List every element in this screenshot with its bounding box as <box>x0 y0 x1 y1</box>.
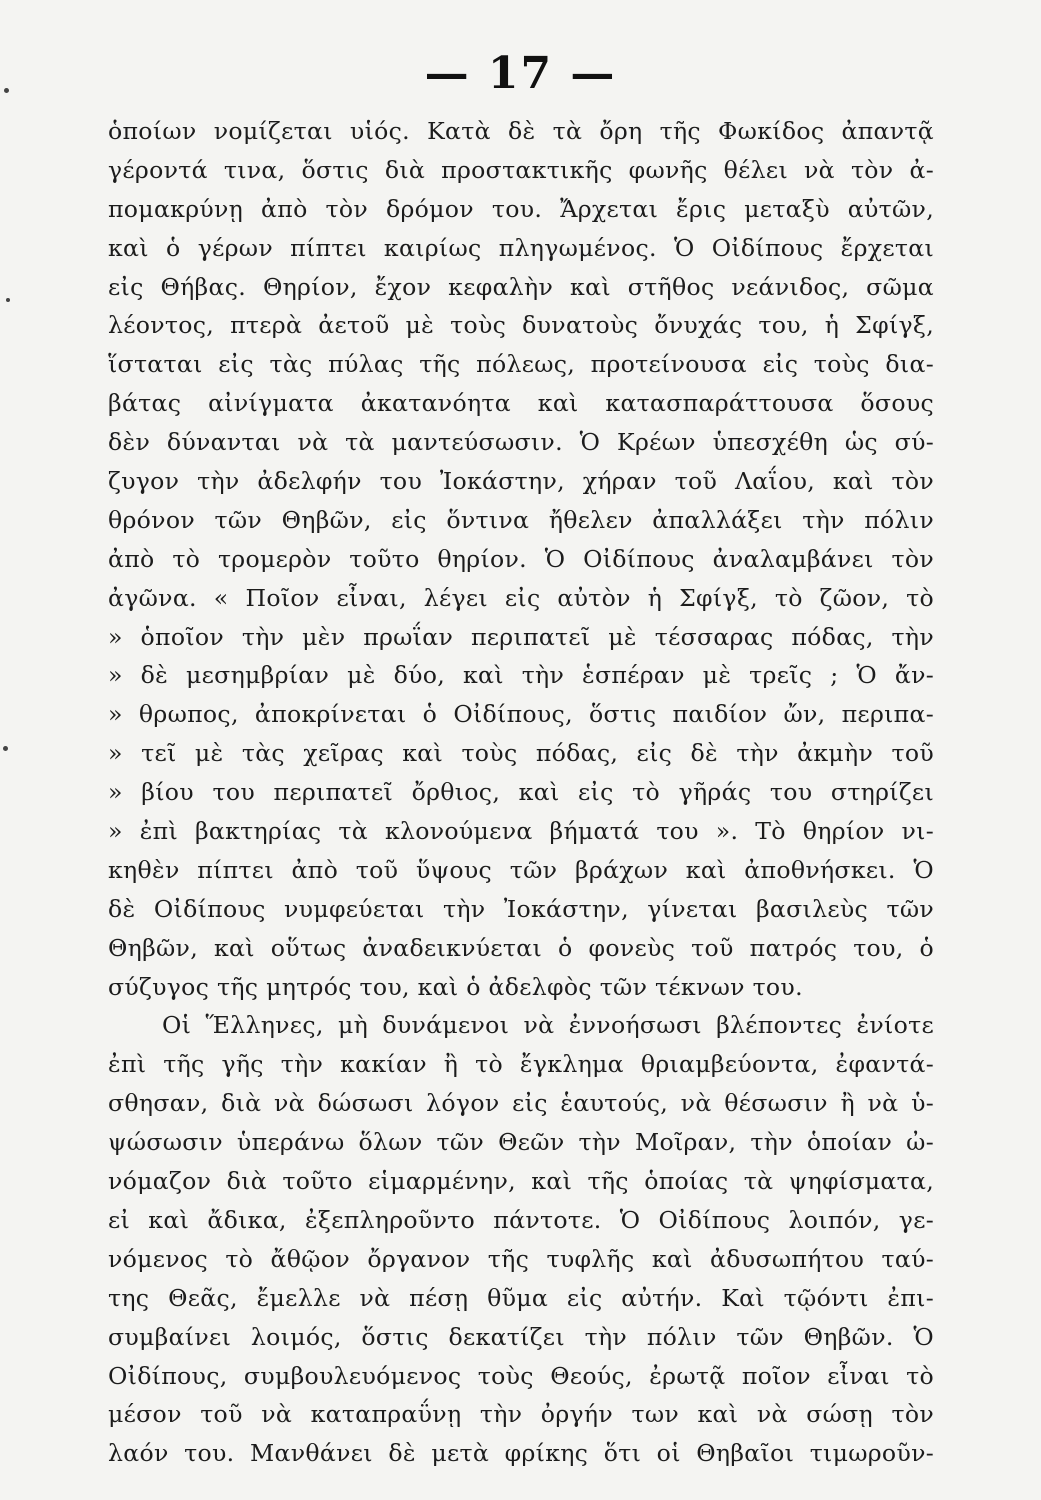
quote-line: » τεῖ μὲ τὰς χεῖρας καὶ τοὺς πόδας, εἰς δὲ τὴν ἀκμὴν τοῦ <box>108 739 934 768</box>
quote-line: » βίου του περιπατεῖ ὄρθιος, καὶ εἰς τὸ γῆράς του στηρίζει <box>108 778 934 807</box>
text-line: γέροντά τινα, ὅστις διὰ προστακτικῆς φωνῆς θέλει νὰ τὸν ἀ- <box>108 155 934 184</box>
text-line: μέσον τοῦ νὰ καταπραΰνῃ τὴν ὀργήν των καὶ νὰ σώσῃ τὸν <box>108 1400 934 1429</box>
page-number: — 17 — <box>424 48 617 99</box>
scan-speck <box>3 746 8 751</box>
text-line: βάτας αἰνίγματα ἀκατανόητα καὶ κατασπαράττουσα ὅσους <box>108 389 934 418</box>
paragraph-2 <box>108 1006 934 1473</box>
text-line: εἰ καὶ ἄδικα, ἐξεπληροῦντο πάντοτε. Ὁ Οἰδίπους λοιπόν, γε- <box>108 1205 934 1234</box>
text-line: ἵσταται εἰς τὰς πύλας τῆς πόλεως, προτείνουσα εἰς τοὺς δια- <box>108 350 934 379</box>
text-line: ἐπὶ τῆς γῆς τὴν κακίαν ἢ τὸ ἔγκλημα θριαμβεύοντα, ἐφαντά- <box>108 1050 934 1079</box>
quote-line: » ὁποῖον τὴν μὲν πρωΐαν περιπατεῖ μὲ τέσσαρας πόδας, τὴν <box>108 622 934 651</box>
text-line: πομακρύνῃ ἀπὸ τὸν δρόμον του. Ἄρχεται ἔρις μεταξὺ αὐτῶν, <box>108 194 934 223</box>
quote-line: » δὲ μεσημβρίαν μὲ δύο, καὶ τὴν ἑσπέραν μὲ τρεῖς ; Ὁ ἄν- <box>108 661 934 690</box>
body-text <box>108 112 934 1473</box>
text-line: λέοντος, πτερὰ ἀετοῦ μὲ τοὺς δυνατοὺς ὄνυχάς του, ἡ Σφίγξ, <box>108 311 934 340</box>
text-line: δὲ Οἰδίπους νυμφεύεται τὴν Ἰοκάστην, γίνεται βασιλεὺς τῶν <box>108 894 934 923</box>
text-line: σύζυγος τῆς μητρός του, καὶ ὁ ἀδελφὸς τῶν τέκνων του. <box>108 972 803 1001</box>
text-line: εἰς Θήβας. Θηρίον, ἔχον κεφαλὴν καὶ στῆθος νεάνιδος, σῶμα <box>108 272 934 301</box>
text-line: συμβαίνει λοιμός, ὅστις δεκατίζει τὴν πόλιν τῶν Θηβῶν. Ὁ <box>108 1322 934 1351</box>
text-line: θρόνον τῶν Θηβῶν, εἰς ὅντινα ἤθελεν ἀπαλλάξει τὴν πόλιν <box>108 505 934 534</box>
quote-line: » θρωπος, ἀποκρίνεται ὁ Οἰδίπους, ὅστις παιδίον ὤν, περιπα- <box>108 700 934 729</box>
text-line: σθησαν, διὰ νὰ δώσωσι λόγον εἰς ἑαυτούς, νὰ θέσωσιν ἢ νὰ ὑ- <box>108 1089 934 1118</box>
text-line: ὁποίων νομίζεται υἱός. Κατὰ δὲ τὰ ὄρη τῆς Φωκίδος ἀπαντᾷ <box>108 117 934 145</box>
quote-line: » ἐπὶ βακτηρίας τὰ κλονούμενα βήματά του ». Τὸ θηρίον νι- <box>108 817 934 846</box>
text-line: καὶ ὁ γέρων πίπτει καιρίως πληγωμένος. Ὁ Οἰδίπους ἔρχεται <box>108 233 934 262</box>
text-line: Οἰδίπους, συμβουλευόμενος τοὺς Θεούς, ἐρωτᾷ ποῖον εἶναι τὸ <box>108 1361 934 1390</box>
text-line: κηθὲν πίπτει ἀπὸ τοῦ ὕψους τῶν βράχων καὶ ἀποθνήσκει. Ὁ <box>108 855 934 884</box>
text-line: ψώσωσιν ὑπεράνω ὅλων τῶν Θεῶν τὴν Μοῖραν, τὴν ὁποίαν ὠ- <box>108 1128 934 1157</box>
text-line: ἀγῶνα. « Ποῖον εἶναι, λέγει εἰς αὐτὸν ἡ Σφίγξ, τὸ ζῶον, τὸ <box>108 583 934 612</box>
text-line: λαόν του. Μανθάνει δὲ μετὰ φρίκης ὅτι οἱ Θηβαῖοι τιμωροῦν- <box>108 1439 934 1468</box>
text-line: Θηβῶν, καὶ οὕτως ἀναδεικνύεται ὁ φονεὺς τοῦ πατρός του, ὁ <box>108 933 934 962</box>
text-line: ἀπὸ τὸ τρομερὸν τοῦτο θηρίον. Ὁ Οἰδίπους ἀναλαμβάνει τὸν <box>108 544 934 573</box>
scan-speck <box>6 298 10 302</box>
text-line: της Θεᾶς, ἔμελλε νὰ πέσῃ θῦμα εἰς αὐτήν. Καὶ τῷόντι ἐπι- <box>108 1283 934 1312</box>
text-line: νόμενος τὸ ἄθῷον ὄργανον τῆς τυφλῆς καὶ ἀδυσωπήτου ταύ- <box>108 1244 934 1273</box>
text-line: δὲν δύνανται νὰ τὰ μαντεύσωσιν. Ὁ Κρέων ὑπεσχέθη ὡς σύ- <box>108 428 934 457</box>
text-line: νόμαζον διὰ τοῦτο εἱμαρμένην, καὶ τῆς ὁποίας τὰ ψηφίσματα, <box>108 1167 934 1196</box>
paragraph-1 <box>108 112 934 1006</box>
text-line: ζυγον τὴν ἀδελφήν του Ἰοκάστην, χήραν τοῦ Λαΐου, καὶ τὸν <box>108 467 934 496</box>
text-line: Οἱ Ἕλληνες, μὴ δυνάμενοι νὰ ἐννοήσωσι βλέποντες ἐνίοτε <box>162 1011 934 1040</box>
